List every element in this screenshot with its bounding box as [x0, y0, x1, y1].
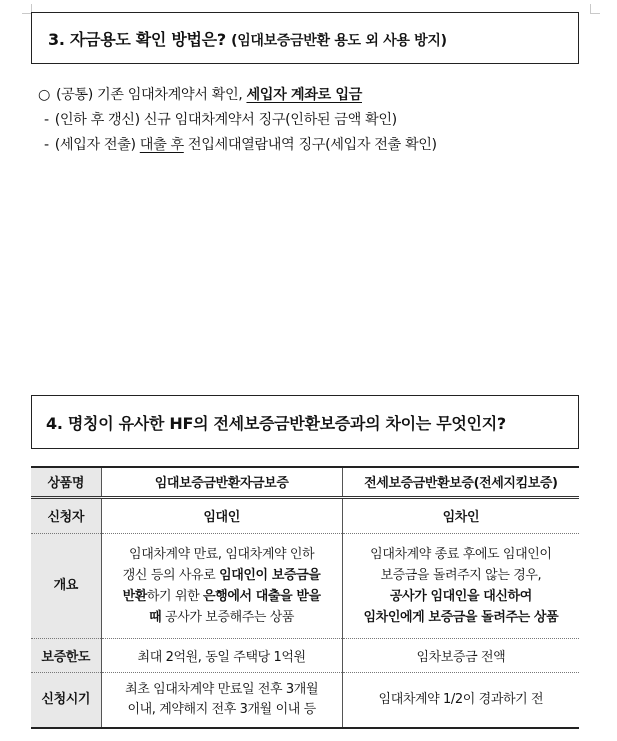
- fund-use-bullets: [38, 83, 598, 158]
- row-label: 신청자: [31, 497, 101, 533]
- comparison-table: [31, 466, 579, 729]
- cell-line: [106, 607, 338, 628]
- bullet-emphasis: 세입자 계좌로 입금: [246, 87, 362, 103]
- cell-bold-line: 임차인에게 보증금을 돌려주는 상품: [363, 609, 559, 625]
- section-4-title: 4. 명칭이 유사한 HF의 전세보증금반환보증과의 차이는 무엇인지?: [46, 413, 506, 433]
- cell-bold-text: 임대인이 보증금을: [219, 567, 321, 583]
- table-row-limit: [31, 638, 579, 672]
- table-row-overview: [31, 533, 579, 638]
- row-label: 보증한도: [31, 638, 101, 672]
- cell-text: 갱신 등의 사유로: [122, 567, 220, 583]
- table-cell: [101, 533, 342, 638]
- section-3-header: [31, 12, 579, 64]
- table-header-cell: 전세보증금반환보증(전세지킴보증): [342, 467, 579, 497]
- bullet-text: (공통) 기존 임대차계약서 확인,: [55, 87, 247, 103]
- bullet-underlined: 대출 후: [139, 137, 184, 153]
- cell-text: 하기 위한: [146, 588, 203, 604]
- table-cell: 임차보증금 전액: [342, 638, 579, 672]
- cell-line: 임대차계약 종료 후에도 임대인이: [370, 546, 552, 562]
- section-3-title-text: 3. 자금용도 확인 방법은?: [48, 29, 226, 49]
- cell-bold-line: 공사가 임대인을 대신하여: [389, 588, 532, 604]
- bullet-renewal: [38, 108, 598, 133]
- cell-line: [106, 565, 338, 586]
- bullet-common: [38, 83, 598, 108]
- cell-line: 이내, 계약해지 전후 3개월 이내 등: [127, 701, 316, 717]
- table-row-period: [31, 672, 579, 728]
- cell-bold-text: 은행에서 대출을 받을: [203, 588, 321, 604]
- table-header-row: [31, 467, 579, 497]
- bullet-marker: ○: [38, 87, 50, 103]
- bullet-dash: -: [44, 137, 49, 153]
- row-label: 개요: [31, 533, 101, 638]
- page-corner-mark: [590, 4, 600, 14]
- section-3-title: [48, 27, 447, 50]
- table-cell: [101, 672, 342, 728]
- bullet-text: (세입자 전출): [54, 137, 140, 153]
- table-header-cell: 상품명: [31, 467, 101, 497]
- table-cell: [342, 533, 579, 638]
- table-cell: 최대 2억원, 동일 주택당 1억원: [101, 638, 342, 672]
- bullet-text: (인하 후 갱신) 신규 임대차계약서 징구(인하된 금액 확인): [54, 112, 397, 128]
- cell-text: 공사가 보증해주는 상품: [161, 609, 295, 625]
- cell-bold-text: 반환: [122, 588, 147, 604]
- bullet-dash: -: [44, 112, 49, 128]
- cell-line: 보증금을 돌려주지 않는 경우,: [380, 567, 542, 583]
- row-label: 신청시기: [31, 672, 101, 728]
- cell-bold-text: 때: [149, 609, 162, 625]
- cell-line: [106, 586, 338, 607]
- section-3-title-note: (임대보증금반환 용도 외 사용 방지): [231, 32, 447, 49]
- table-header-cell: 임대보증금반환자금보증: [101, 467, 342, 497]
- bullet-tenant-moveout: [38, 133, 598, 158]
- section-4-header: [31, 395, 579, 449]
- table-cell: 임차인: [342, 497, 579, 533]
- cell-line: 임대차계약 만료, 임대차계약 인하: [129, 546, 315, 562]
- cell-line: 최초 임대차계약 만료일 전후 3개월: [125, 681, 319, 697]
- table-row-applicant: [31, 497, 579, 533]
- table-cell: 임대인: [101, 497, 342, 533]
- table-cell: 임대차계약 1/2이 경과하기 전: [342, 672, 579, 728]
- bullet-text: 전입세대열람내역 징구(세입자 전출 확인): [183, 137, 437, 153]
